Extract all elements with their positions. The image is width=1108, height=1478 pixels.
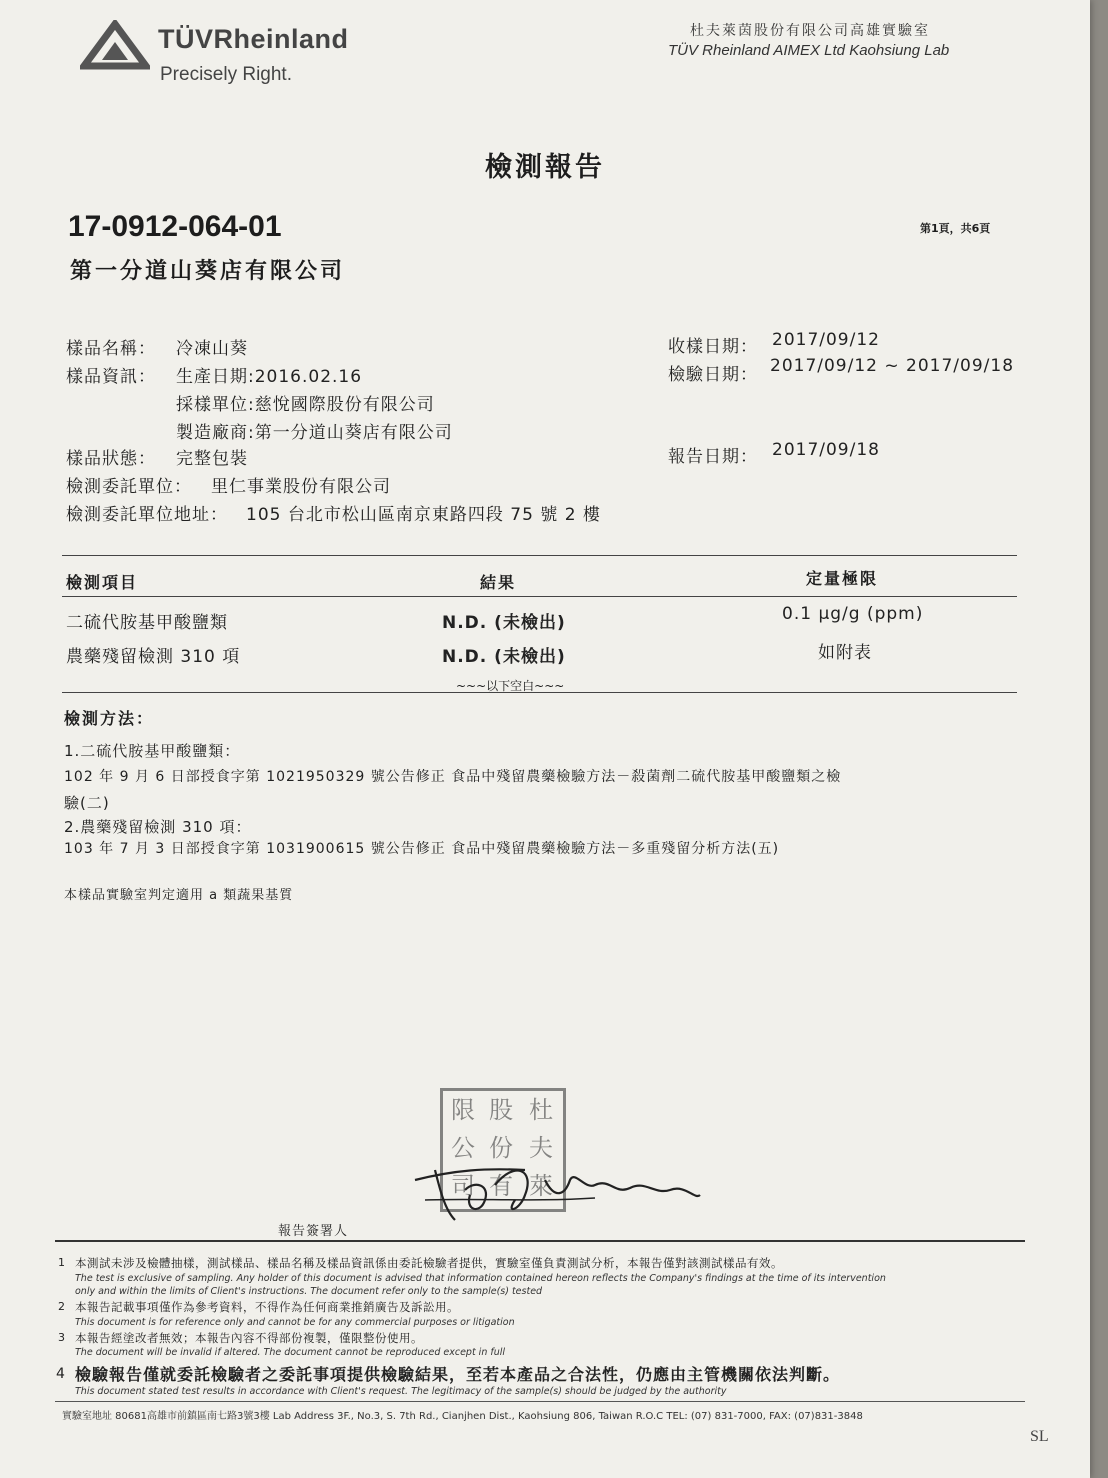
client-address-value: 105 台北市松山區南京東路四段 75 號 2 樓 [246,505,601,525]
result-limit-1: 0.1 μg/g (ppm) [782,604,924,624]
lab-name-en: TÜV Rheinland AIMEX Ltd Kaohsiung Lab [668,42,950,59]
sample-name-label: 樣品名稱： [66,339,156,359]
signature-scribble [395,1140,705,1230]
footnote-1-en-2: only and within the limits of Client's instructions. The document refer only to the sample(s) tested [75,1286,543,1297]
sample-info-label: 樣品資訊： [66,367,156,387]
report-date-label: 報告日期： [668,447,758,467]
col-header-result: 結果 [480,573,517,592]
client-label: 檢測委託單位： [66,477,192,497]
seal-char: 限 [451,1096,475,1124]
client-value: 里仁事業股份有限公司 [211,477,391,497]
sample-name-value: 冷凍山葵 [176,339,248,359]
footnote-3-en: The document will be invalid if altered. The document cannot be reproduced except in full [75,1347,506,1358]
method-2-line-1: 103 年 7 月 3 日部授食字第 1031900615 號公告修正 食品中殘留農藥檢驗方法－多重殘留分析方法(五) [64,841,780,857]
col-header-item: 檢測項目 [66,573,139,592]
footnote-1-en-1: The test is exclusive of sampling. Any holder of this document is advised that information contained hereon reflects the Company's findings at the time of its intervention [75,1273,886,1284]
sample-status-value: 完整包裝 [176,449,248,469]
footer-rule [55,1240,1025,1242]
lab-name-zh: 杜夫萊茵股份有限公司高雄實驗室 [690,23,930,39]
received-date-value: 2017/09/12 [772,330,880,350]
report-date-value: 2017/09/18 [772,440,880,460]
seal-char: 份 [489,1134,513,1162]
report-number: 17-0912-064-01 [68,210,282,243]
manufacturer: 製造廠商:第一分道山葵店有限公司 [176,423,453,443]
tuv-triangle-logo-icon [80,20,150,70]
seal-char: 杜 [529,1096,553,1124]
seal-char: 有 [489,1172,513,1200]
result-item-1: 二硫代胺基甲酸鹽類 [66,613,228,633]
sample-status-label: 樣品狀態： [66,449,156,469]
corner-mark: SL [1030,1428,1049,1445]
table-end-note: ~~~以下空白~~~ [456,679,565,693]
result-value-1: N.D. (未檢出) [442,613,566,633]
received-date-label: 收樣日期： [668,337,758,357]
address-rule [55,1401,1025,1402]
page-info: 第1頁，共6頁 [920,222,991,235]
test-date-label: 檢驗日期： [668,365,758,385]
result-item-2: 農藥殘留檢測 310 項 [66,647,241,667]
method-1-title: 1.二硫代胺基甲酸鹽類： [64,742,241,760]
report-title: 檢測報告 [485,152,605,183]
client-address-label: 檢測委託單位地址： [66,505,228,525]
production-date: 生產日期:2016.02.16 [176,367,363,387]
footnote-4-zh: 檢驗報告僅就委託檢驗者之委託事項提供檢驗結果，至若本產品之合法性，仍應由主管機關依法判斷。 [75,1365,841,1384]
seal-char: 司 [451,1172,475,1200]
result-value-2: N.D. (未檢出) [442,647,566,667]
footnote-3-zh: 本報告經塗改者無效；本報告內容不得部份複製，僅限整份使用。 [75,1331,423,1345]
methods-heading: 檢測方法： [64,709,155,728]
brand-name: TÜVRheinland [158,24,349,54]
table-top-rule [62,555,1017,556]
footnote-number-3: 3 [58,1331,65,1344]
company-name: 第一分道山葵店有限公司 [70,259,346,284]
footnote-2-en: This document is for reference only and cannot be for any commercial purposes or litigation [75,1317,515,1328]
footnote-number-1: 1 [58,1256,65,1269]
seal-char: 公 [451,1134,475,1162]
brand-tagline: Precisely Right. [160,64,292,85]
footnote-number-4: 4 [56,1366,65,1382]
sampling-unit: 採樣單位:慈悅國際股份有限公司 [176,395,435,415]
table-bottom-rule [62,692,1017,693]
footnote-1-zh: 本測試未涉及檢體抽樣，測試樣品、樣品名稱及樣品資訊係由委託檢驗者提供，實驗室僅負責測試分析，本報告僅對該測試樣品有效。 [75,1256,783,1270]
seal-char: 萊 [529,1172,553,1200]
col-header-limit: 定量極限 [806,569,879,588]
method-2-title: 2.農藥殘留檢測 310 項： [64,818,252,836]
seal-char: 股 [489,1096,513,1124]
footnote-number-2: 2 [58,1300,65,1313]
signer-label: 報告簽署人 [278,1224,349,1239]
result-limit-2: 如附表 [818,643,872,663]
method-1-line-2: 驗(二) [64,794,110,812]
seal-char: 夫 [529,1134,553,1162]
table-header-rule [62,596,1017,597]
method-1-line-1: 102 年 9 月 6 日部授食字第 1021950329 號公告修正 食品中殘留農藥檢驗方法－殺菌劑二硫代胺基甲酸鹽類之檢 [64,769,842,785]
lab-address: 實驗室地址 80681高雄市前鎮區南七路3號3樓 Lab Address 3F., No.3, S. 7th Rd., Cianjhen Dist., Kaohsiung 806, Taiwan R.O.C TEL: (07) 831-7000, FAX: (07)831-3848 [62,1411,863,1422]
matrix-note: 本樣品實驗室判定適用 a 類蔬果基質 [64,888,294,903]
footnote-2-zh: 本報告記載事項僅作為參考資料，不得作為任何商業推銷廣告及訴訟用。 [75,1300,459,1314]
footnote-4-en: This document stated test results in accordance with Client's request. The legitimacy of the sample(s) should be judged by the authority [75,1386,727,1397]
test-date-value: 2017/09/12 ~ 2017/09/18 [770,356,1015,376]
